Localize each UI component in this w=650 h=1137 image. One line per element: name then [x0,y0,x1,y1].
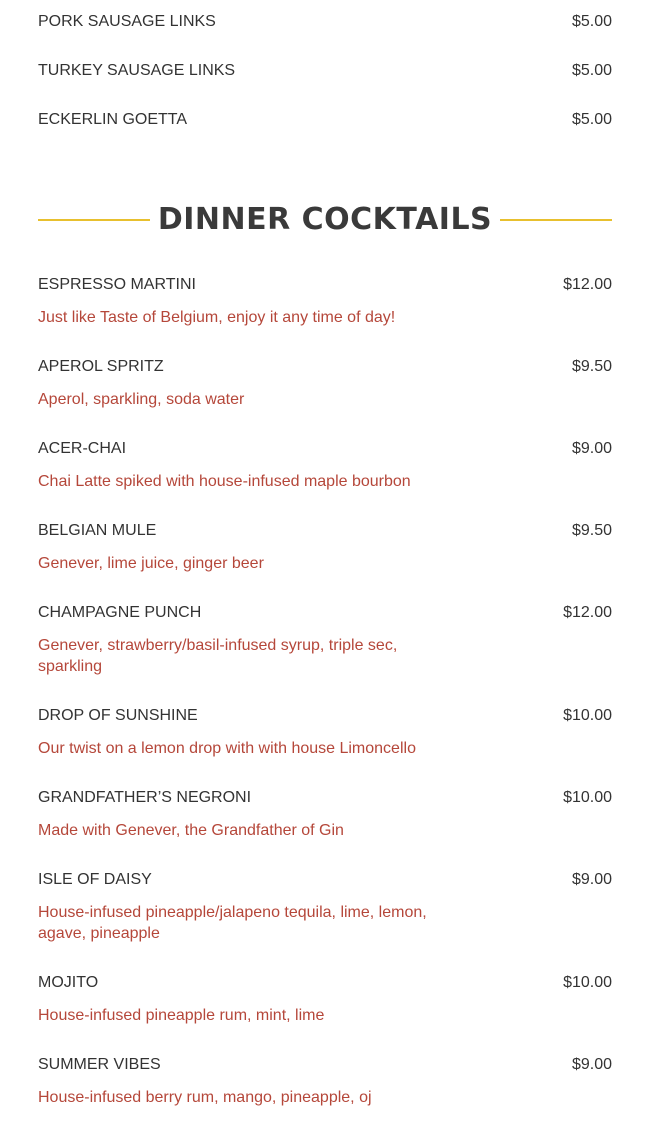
cocktail-item [38,973,612,1026]
menu-item [38,61,612,81]
item-price: $12.00 [563,604,612,621]
item-price: $5.00 [571,13,612,30]
cocktail-item [38,521,612,574]
item-description: Chai Latte spiked with house-infused maple bourbon [38,473,411,490]
item-description: Aperol, sparkling, soda water [38,391,245,408]
item-price: $10.00 [563,789,612,806]
item-name: MOJITO [38,974,99,991]
menu-item [38,110,612,130]
menu-item [38,12,612,32]
item-description: Just like Taste of Belgium, enjoy it any time of day! [38,309,396,326]
item-name: TURKEY SAUSAGE LINKS [38,62,236,79]
item-description: Made with Genever, the Grandfather of Gin [38,822,344,839]
item-name: ESPRESSO MARTINI [38,276,196,293]
item-price: $9.50 [571,522,612,539]
cocktail-item [38,870,612,944]
item-name: SUMMER VIBES [38,1056,161,1073]
section-heading [38,198,612,242]
item-name: BELGIAN MULE [38,522,157,539]
section-title: DINNER COCKTAILS [157,202,493,237]
item-price: $10.00 [563,707,612,724]
item-name: ISLE OF DAISY [38,871,152,888]
cocktail-item [38,275,612,328]
cocktail-item [38,706,612,759]
item-price: $9.50 [571,358,612,375]
item-description: Genever, strawberry/basil-infused syrup, triple sec, sparkling [38,637,398,675]
item-name: ECKERLIN GOETTA [38,111,188,128]
cocktail-item [38,357,612,410]
item-price: $9.00 [571,1056,612,1073]
item-name: DROP OF SUNSHINE [38,707,198,724]
item-price: $9.00 [571,440,612,457]
cocktail-item [38,788,612,841]
item-price: $5.00 [571,111,612,128]
item-price: $5.00 [571,62,612,79]
item-price: $12.00 [563,276,612,293]
item-price: $9.00 [571,871,612,888]
cocktail-item [38,439,612,492]
item-price: $10.00 [563,974,612,991]
item-description: Genever, lime juice, ginger beer [38,555,264,572]
item-name: GRANDFATHER’S NEGRONI [38,789,252,806]
item-description: Our twist on a lemon drop with with house Limoncello [38,740,416,757]
menu-content [38,0,612,1137]
item-name: CHAMPAGNE PUNCH [38,604,202,621]
heading-divider-left [38,219,150,221]
item-description: House-infused berry rum, mango, pineapple, oj [38,1089,372,1106]
cocktail-item [38,603,612,677]
heading-divider-right [500,219,612,221]
item-description: House-infused pineapple/jalapeno tequila, lime, lemon, agave, pineapple [38,904,427,942]
item-name: ACER-CHAI [38,440,127,457]
cocktail-item [38,1055,612,1108]
item-name: PORK SAUSAGE LINKS [38,13,216,30]
item-description: House-infused pineapple rum, mint, lime [38,1007,325,1024]
item-name: APEROL SPRITZ [38,358,164,375]
